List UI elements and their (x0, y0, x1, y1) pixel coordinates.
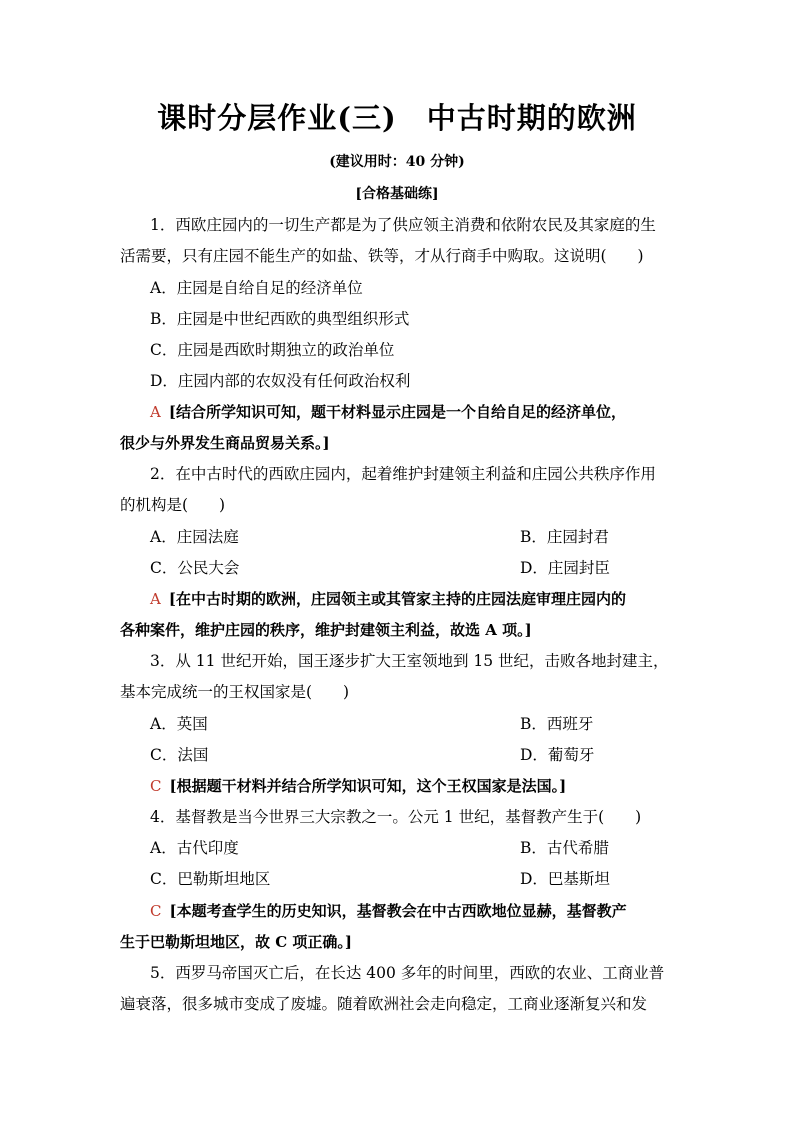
question-2-options-row-2 (150, 557, 680, 579)
title-main: 课时分层作业(三) (157, 101, 397, 135)
question-1-option-a: A．庄园是自给自足的经济单位 (150, 279, 363, 297)
answer-explanation-line-1: [在中古时期的欧洲，庄园领主或其管家主持的庄园法庭审理庄园内的 (168, 590, 626, 608)
question-3-answer (150, 775, 680, 797)
question-4-option-d: D．巴基斯坦 (520, 870, 610, 888)
page-title (0, 98, 794, 138)
question-3-options-row-2 (150, 744, 680, 766)
suggested-time: (建议用时：40 分钟) (329, 154, 465, 170)
title-topic: 中古时期的欧洲 (426, 101, 637, 135)
question-1-stem-line-1: 1．西欧庄园内的一切生产都是为了供应领主消费和依附农民及其家庭的生 (150, 216, 656, 234)
answer-letter: C (150, 777, 162, 795)
question-4-options-row-1 (150, 837, 680, 859)
section-heading: [合格基础练] (355, 186, 439, 202)
question-4-stem-line-1: 4．基督教是当今世界三大宗教之一。公元 1 世纪，基督教产生于( ) (150, 808, 642, 826)
question-3-options-row-1 (150, 713, 680, 735)
question-2-option-c: C．公民大会 (150, 559, 240, 577)
answer-explanation-line-1: [根据题干材料并结合所学知识可知，这个王权国家是法国。] (169, 777, 567, 795)
question-1-option-d: D．庄园内部的农奴没有任何政治权利 (150, 372, 411, 390)
question-1-option-c: C．庄园是西欧时期独立的政治单位 (150, 341, 395, 359)
question-1-option-b: B．庄园是中世纪西欧的典型组织形式 (150, 310, 410, 328)
question-4-option-a: A．古代印度 (150, 839, 239, 857)
question-3-option-d: D．葡萄牙 (520, 746, 595, 764)
question-3-stem-line-2: 基本完成统一的王权国家是( ) (120, 683, 350, 701)
question-2-explanation-line-2: 各种案件，维护庄园的秩序，维护封建领主利益，故选 A 项。] (120, 621, 532, 639)
question-4-explanation-line-2: 生于巴勒斯坦地区，故 C 项正确。] (120, 933, 352, 951)
question-2-answer (150, 588, 680, 610)
question-3-option-b: B．西班牙 (520, 715, 594, 733)
question-5-stem-line-1: 5．西罗马帝国灭亡后，在长达 400 多年的时间里，西欧的农业、工商业普 (150, 964, 665, 982)
question-2-option-a: A．庄园法庭 (150, 528, 239, 546)
question-4-answer (150, 900, 680, 922)
answer-explanation-line-1: [本题考查学生的历史知识，基督教会在中古西欧地位显赫，基督教产 (169, 902, 627, 920)
question-4-options-row-2 (150, 868, 680, 890)
question-4-option-c: C．巴勒斯坦地区 (150, 870, 271, 888)
question-1-answer (150, 401, 680, 423)
question-3-option-c: C．法国 (150, 746, 209, 764)
question-4-option-b: B．古代希腊 (520, 839, 609, 857)
answer-letter: C (150, 902, 162, 920)
question-2-option-d: D．庄园封臣 (520, 559, 610, 577)
question-2-option-b: B．庄园封君 (520, 528, 609, 546)
question-2-stem-line-1: 2．在中古时代的西欧庄园内，起着维护封建领主利益和庄园公共秩序作用 (150, 465, 656, 483)
question-1-stem-line-2: 活需要，只有庄园不能生产的如盐、铁等，才从行商手中购取。这说明( ) (120, 247, 644, 265)
question-5-stem-line-2: 遍衰落，很多城市变成了废墟。随着欧洲社会走向稳定，工商业逐渐复兴和发 (120, 995, 648, 1013)
question-2-stem-line-2: 的机构是( ) (120, 496, 226, 514)
question-1-explanation-line-2: 很少与外界发生商品贸易关系。] (120, 434, 330, 452)
question-2-options-row-1 (150, 526, 680, 548)
question-3-option-a: A．英国 (150, 715, 208, 733)
question-3-stem-line-1: 3．从 11 世纪开始，国王逐步扩大王室领地到 15 世纪，击败各地封建主， (150, 652, 669, 670)
answer-explanation-line-1: [结合所学知识可知，题干材料显示庄园是一个自给自足的经济单位， (168, 403, 626, 421)
answer-letter: A (150, 403, 161, 421)
answer-letter: A (150, 590, 161, 608)
